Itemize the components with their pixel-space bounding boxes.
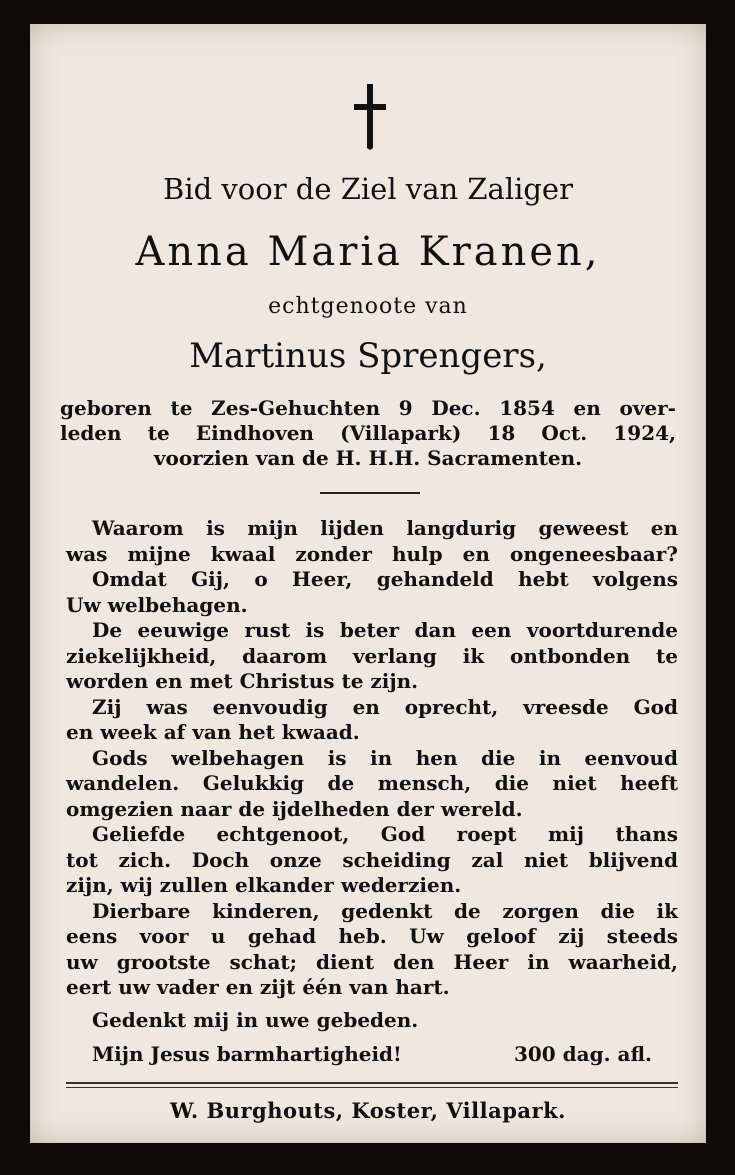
- deceased-name: Anna Maria Kranen,: [135, 229, 601, 275]
- indulgence-days: 300 dag. afl.: [513, 1042, 652, 1066]
- verse-line: Uw welbehagen.: [66, 592, 248, 617]
- spouse-name: Martinus Sprengers,: [189, 336, 547, 376]
- verse-line: Waarom is mijn lijden langdurig geweest en: [92, 516, 678, 540]
- verse-line: Geliefde echtgenoot, God roept mij thans: [92, 822, 678, 846]
- verse-line: Dierbare kinderen, gedenkt de zorgen die ik: [92, 898, 678, 923]
- heading: Bid voor de Ziel van Zaliger: [163, 172, 573, 206]
- verse-line: worden en met Christus te zijn.: [66, 669, 419, 693]
- verse-line: De eeuwige rust is beter dan een voortdurende: [92, 618, 678, 642]
- verse-line: eert uw vader en zijt één van hart.: [66, 975, 450, 999]
- printer-credit: W. Burghouts, Koster, Villapark.: [170, 1098, 566, 1123]
- divider: [320, 492, 420, 494]
- verses-block: [66, 516, 678, 1001]
- verse-line: ziekelijkheid, daarom verlang ik ontbonden te: [66, 643, 678, 668]
- spouse-intro: echtgenoote van: [268, 294, 468, 319]
- verse-line: omgezien naar de ijdelheden der wereld.: [66, 796, 523, 821]
- verse-line: tot zich. Doch onze scheiding zal niet blijvend: [66, 847, 678, 872]
- verse-line: was mijne kwaal zonder hulp en ongeneesbaar?: [66, 541, 678, 566]
- cross-icon: [352, 84, 388, 150]
- bio-line: leden te Eindhoven (Villapark) 18 Oct. 1924,: [60, 421, 676, 445]
- verse-line: eens voor u gehad heb. Uw geloof zij steeds: [66, 924, 678, 948]
- verse-line: Gods welbehagen is in hen die in eenvoud: [92, 745, 678, 770]
- verse-line: Omdat Gij, o Heer, gehandeld hebt volgens: [92, 567, 678, 591]
- footer-rule: [66, 1082, 678, 1084]
- footer-rule-thin: [66, 1087, 678, 1088]
- verse-line: en week af van het kwaad.: [66, 720, 360, 744]
- verse-line: Zij was eenvoudig en oprecht, vreesde God: [92, 694, 678, 719]
- verse-line: zijn, wij zullen elkander wederzien.: [66, 873, 462, 897]
- verse-line: uw grootste schat; dient den Heer in waarheid,: [66, 949, 678, 974]
- indulgence-line: [92, 1042, 652, 1066]
- memorial-card: [30, 24, 706, 1143]
- bio-line: voorzien van de H. H.H. Sacramenten.: [153, 446, 583, 470]
- bio-block: [30, 396, 706, 471]
- bio-line: geboren te Zes-Gehuchten 9 Dec. 1854 en over-: [60, 396, 676, 420]
- verse-line: wandelen. Gelukkig de mensch, die niet heeft: [66, 771, 678, 795]
- indulgence-prayer: Mijn Jesus barmhartigheid!: [92, 1042, 402, 1066]
- prayer-line: Gedenkt mij in uwe gebeden.: [92, 1008, 419, 1032]
